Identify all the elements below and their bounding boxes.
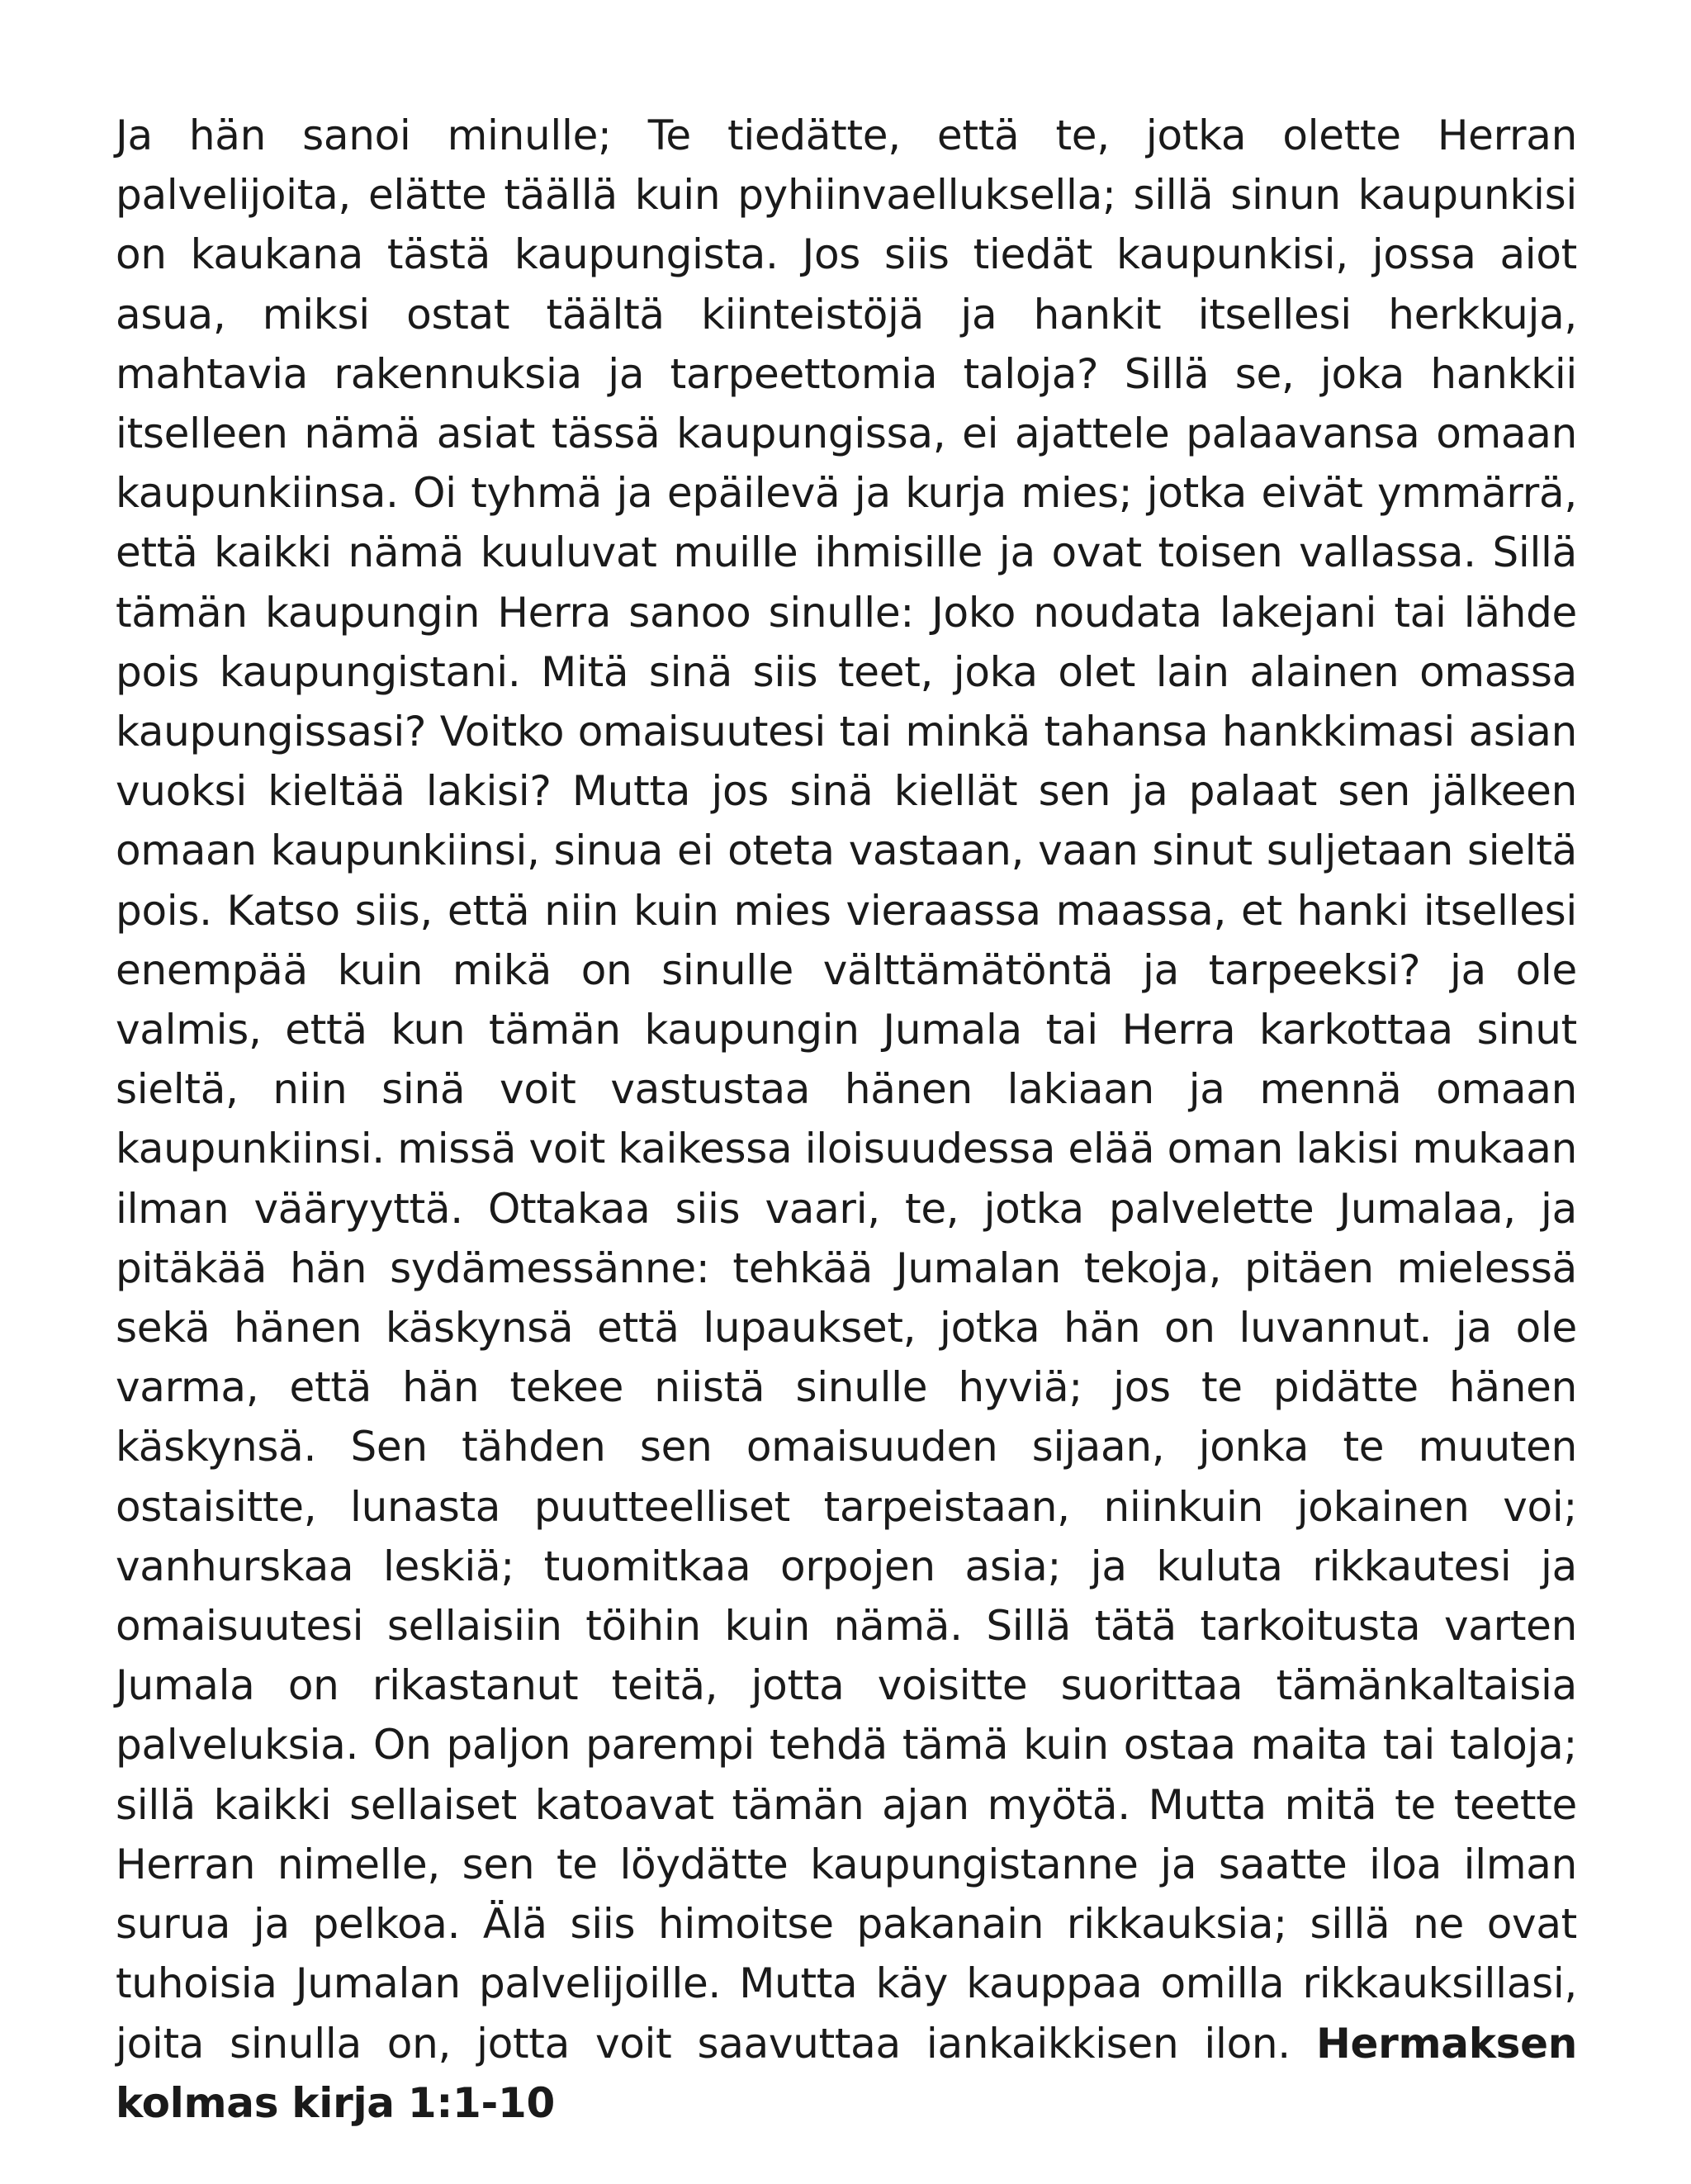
passage-paragraph [116,106,1577,2133]
passage-body: Ja hän sanoi minulle; Te tiedätte, että te, jotka olette Herran palvelijoita, elätte täällä kuin pyhiinvaelluksella; sillä sinun kaupunkisi on kaukana tästä kaupungista. Jos siis tiedät kaupunkisi, jossa aiot asua, miksi ostat täältä kiinteistöjä ja hankit itsellesi herkkuja, mahtavia rakennuksia ja tarpeettomia taloja? Sillä se, joka hankkii itselleen nämä asiat tässä kaupungissa, ei ajattele palaavansa omaan kaupunkiinsa. Oi tyhmä ja epäilevä ja kurja mies; jotka eivät ymmärrä, että kaikki nämä kuuluvat muille ihmisille ja ovat toisen vallassa. Sillä tämän kaupungin Herra sanoo sinulle: Joko noudata lakejani tai lähde pois kaupungistani. Mitä sinä siis teet, joka olet lain alainen omassa kaupungissasi? Voitko omaisuutesi tai minkä tahansa hankkimasi asian vuoksi kieltää lakisi? Mutta jos sinä kiellät sen ja palaat sen jälkeen omaan kaupunkiinsi, sinua ei oteta vastaan, vaan sinut suljetaan sieltä pois. Katso siis, että niin kuin mies vieraassa maassa, et hanki itsellesi enempää kuin mikä on sinulle välttämätöntä ja tarpeeksi? ja ole valmis, että kun tämän kaupungin Jumala tai Herra karkottaa sinut sieltä, niin sinä voit vastustaa hänen lakiaan ja mennä omaan kaupunkiinsi. missä voit kaikessa iloisuudessa elää oman lakisi mukaan ilman vääryyttä. Ottakaa siis vaari, te, jotka palvelette Jumalaa, ja pitäkää hän sydämessänne: tehkää Jumalan tekoja, pitäen mielessä sekä hänen käskynsä että lupaukset, jotka hän on luvannut. ja ole varma, että hän tekee niistä sinulle hyviä; jos te pidätte hänen käskynsä. Sen tähden sen omaisuuden sijaan, jonka te muuten ostaisitte, lunasta puutteelliset tarpeistaan, niinkuin jokainen voi; vanhurskaa leskiä; tuomitkaa orpojen asia; ja kuluta rikkautesi ja omaisuutesi sellaisiin töihin kuin nämä. Sillä tätä tarkoitusta varten Jumala on rikastanut teitä, jotta voisitte suorittaa tämänkaltaisia palveluksia. On paljon parempi tehdä tämä kuin ostaa maita tai taloja; sillä kaikki sellaiset katoavat tämän ajan myötä. Mutta mitä te teette Herran nimelle, sen te löydätte kaupungistanne ja saatte iloa ilman surua ja pelkoa. Älä siis himoitse pakanain rikkauksia; sillä ne ovat tuhoisia Jumalan palvelijoille. Mutta käy kauppaa omilla rikkauksillasi, joita sinulla on, jotta voit saavuttaa iankaikkisen ilon. [116,111,1577,2068]
passage-citation: Hermaksen kolmas kirja 1:1-10 [116,2019,1578,2127]
document-page [116,106,1577,2133]
